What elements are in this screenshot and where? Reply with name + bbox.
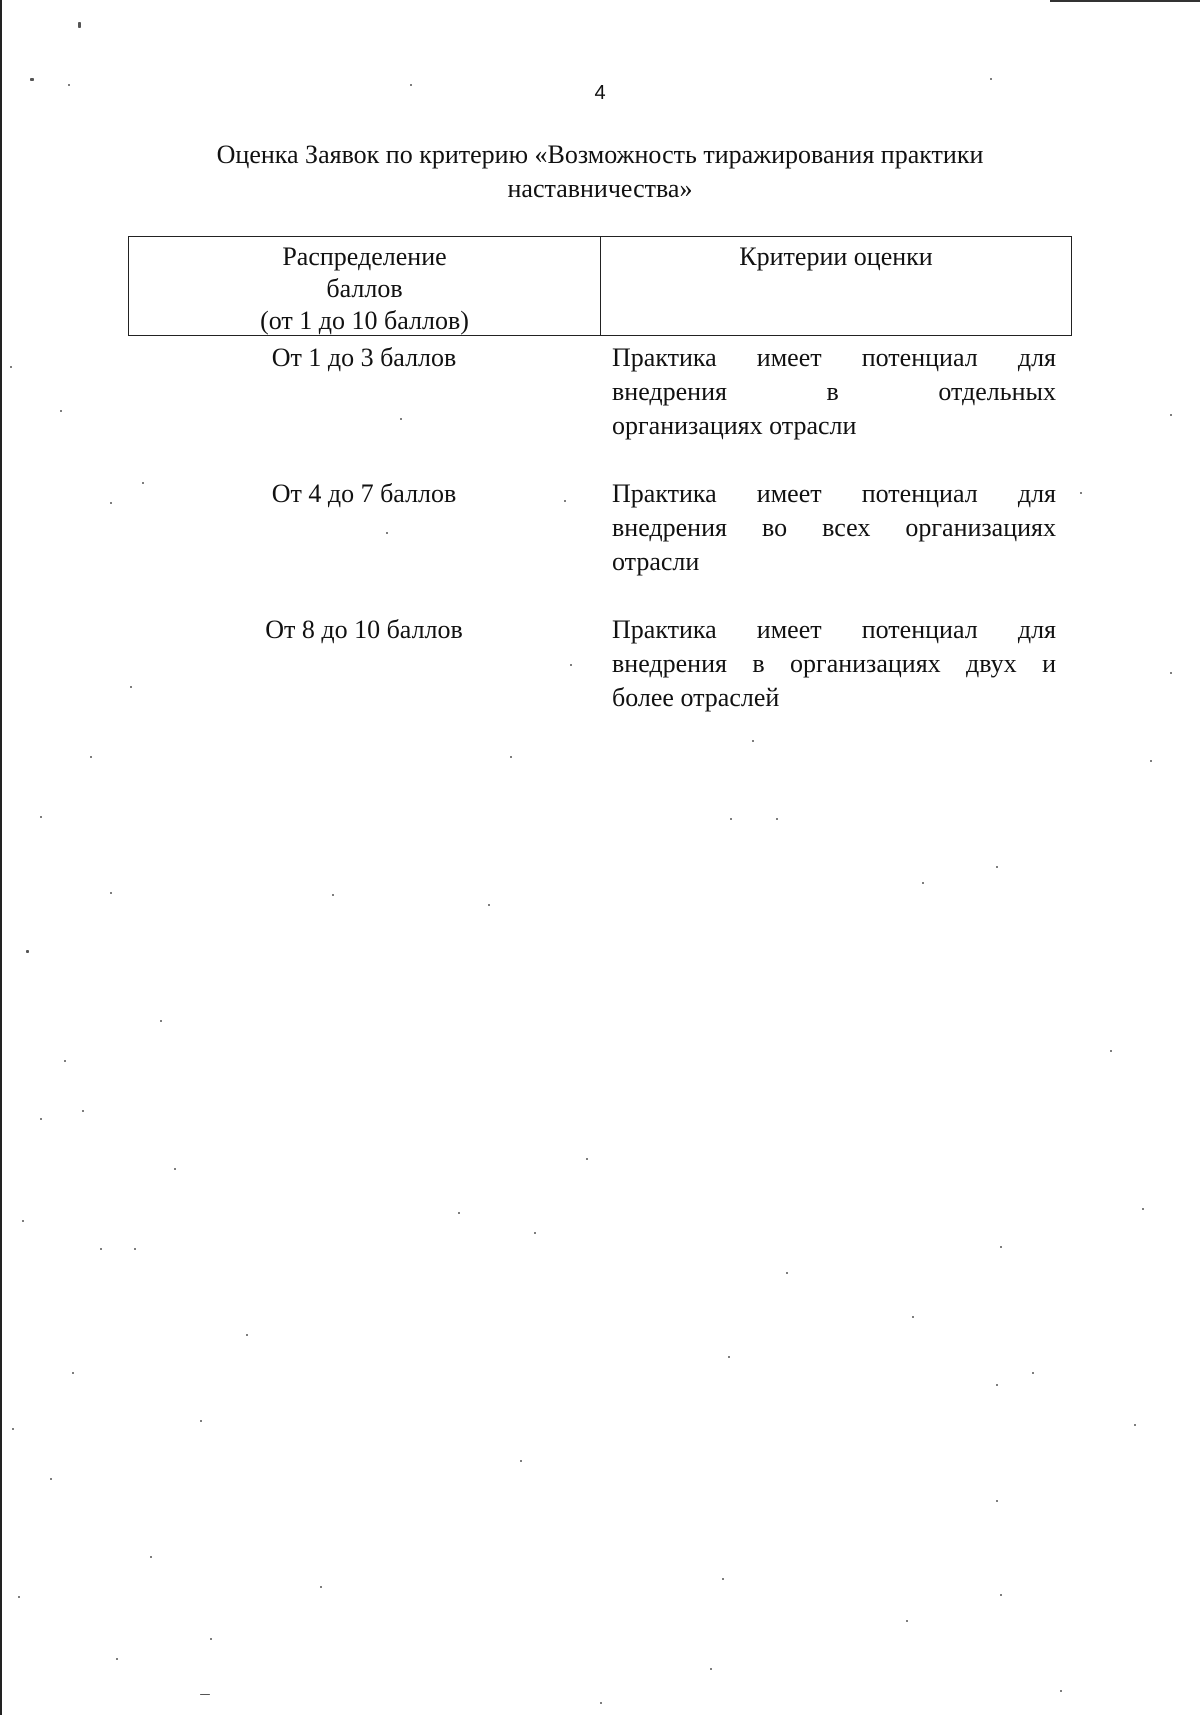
scan-edge-top — [1050, 0, 1200, 2]
criterion-line: более отраслей — [612, 683, 780, 712]
criterion-line: Практика имеет потенциал для — [612, 615, 1056, 644]
header-left-line-1: Распределение — [282, 242, 447, 271]
scan-edge-left — [0, 0, 2, 1715]
criterion-line: отрасли — [612, 547, 700, 576]
table-row — [128, 613, 1072, 715]
criterion-line: Практика имеет потенциал для — [612, 343, 1056, 372]
table-row — [128, 341, 1072, 443]
table-row — [128, 477, 1072, 579]
header-evaluation-criteria: Критерии оценки — [739, 242, 933, 271]
criterion-text — [612, 477, 1056, 579]
criterion-line: организациях отрасли — [612, 411, 857, 440]
page-number: 4 — [594, 82, 606, 104]
header-score-distribution — [129, 237, 601, 335]
criterion-line: Практика имеет потенциал для — [612, 479, 1056, 508]
criterion-line: внедрения во всех организациях — [612, 513, 1056, 542]
criterion-line: внедрения в организациях двух и — [612, 649, 1056, 678]
title-line-2: наставничества» — [507, 174, 693, 203]
score-range: От 1 до 3 баллов — [271, 343, 457, 372]
criterion-text — [612, 613, 1056, 715]
score-range: От 8 до 10 баллов — [265, 615, 463, 644]
criterion-text — [612, 341, 1056, 443]
criterion-line: внедрения в отдельных — [612, 377, 1056, 406]
score-range: От 4 до 7 баллов — [271, 479, 457, 508]
criteria-table-header — [128, 236, 1072, 336]
document-title — [150, 138, 1050, 206]
header-left-line-2: баллов — [326, 274, 403, 303]
header-left-line-3: (от 1 до 10 баллов) — [260, 306, 469, 335]
title-line-1: Оценка Заявок по критерию «Возможность тиражирования практики — [216, 140, 984, 169]
